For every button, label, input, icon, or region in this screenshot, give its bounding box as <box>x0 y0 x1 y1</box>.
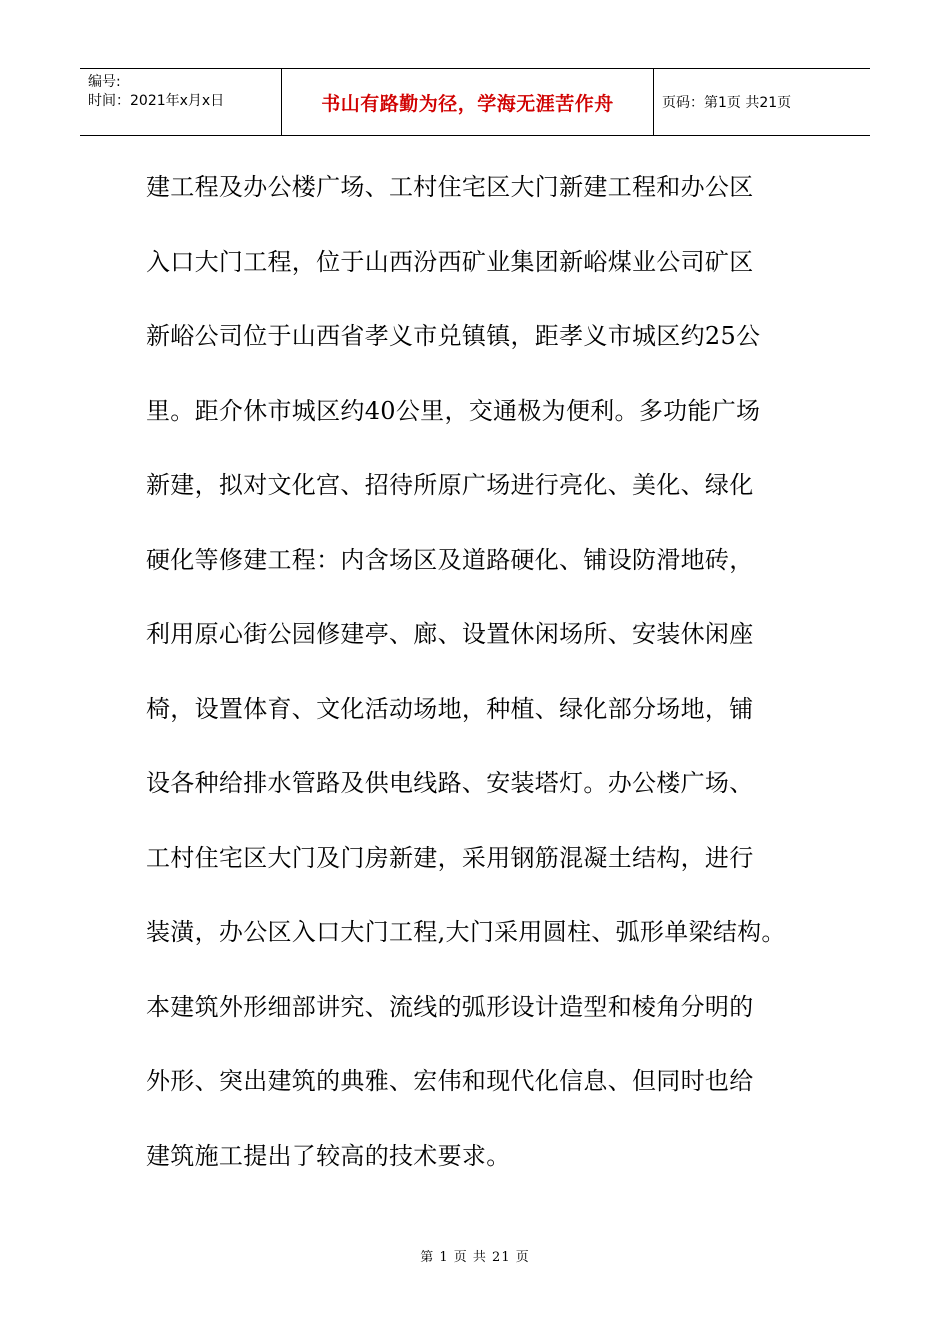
body-line: 入口大门工程，位于山西汾西矿业集团新峪煤业公司矿区 <box>146 247 754 276</box>
body-line: 里。距介休市城区约40公里，交通极为便利。多功能广场 <box>146 396 761 425</box>
body-line: 本建筑外形细部讲究、流线的弧形设计造型和棱角分明的 <box>146 992 754 1021</box>
header-meta-cell <box>80 69 282 135</box>
body-line: 工村住宅区大门及门房新建，采用钢筋混凝土结构，进行 <box>146 843 754 872</box>
body-line: 椅，设置体育、文化活动场地，种植、绿化部分场地，铺 <box>146 694 754 723</box>
body-line: 装潢，办公区入口大门工程,大门采用圆柱、弧形单梁结构。 <box>146 918 786 946</box>
document-body <box>146 150 826 1193</box>
body-line: 新峪公司位于山西省孝义市兑镇镇，距孝义市城区约25公 <box>146 322 761 350</box>
body-line: 外形、突出建筑的典雅、宏伟和现代化信息、但同时也给 <box>146 1067 754 1095</box>
document-number-label: 编号: <box>88 74 121 90</box>
page-footer: 第 1 页 共 21 页 <box>420 1250 530 1265</box>
body-line: 建筑施工提出了较高的技术要求。 <box>146 1141 511 1170</box>
body-line: 新建，拟对文化宫、招待所原广场进行亮化、美化、绿化 <box>146 471 754 499</box>
body-line: 硬化等修建工程：内含场区及道路硬化、铺设防滑地砖， <box>146 545 754 574</box>
header-motto: 书山有路勤为径，学海无涯苦作舟 <box>282 69 654 135</box>
body-line: 设各种给排水管路及供电线路、安装塔灯。办公楼广场、 <box>146 769 754 797</box>
header-page-info: 页码：第1页 共21页 <box>662 95 792 111</box>
page-header <box>80 68 870 136</box>
document-time-label: 时间：2021年x月x日 <box>88 93 225 109</box>
body-line: 建工程及办公楼广场、工村住宅区大门新建工程和办公区 <box>146 173 754 201</box>
body-line: 利用原心街公园修建亭、廊、设置休闲场所、安装休闲座 <box>146 620 754 648</box>
